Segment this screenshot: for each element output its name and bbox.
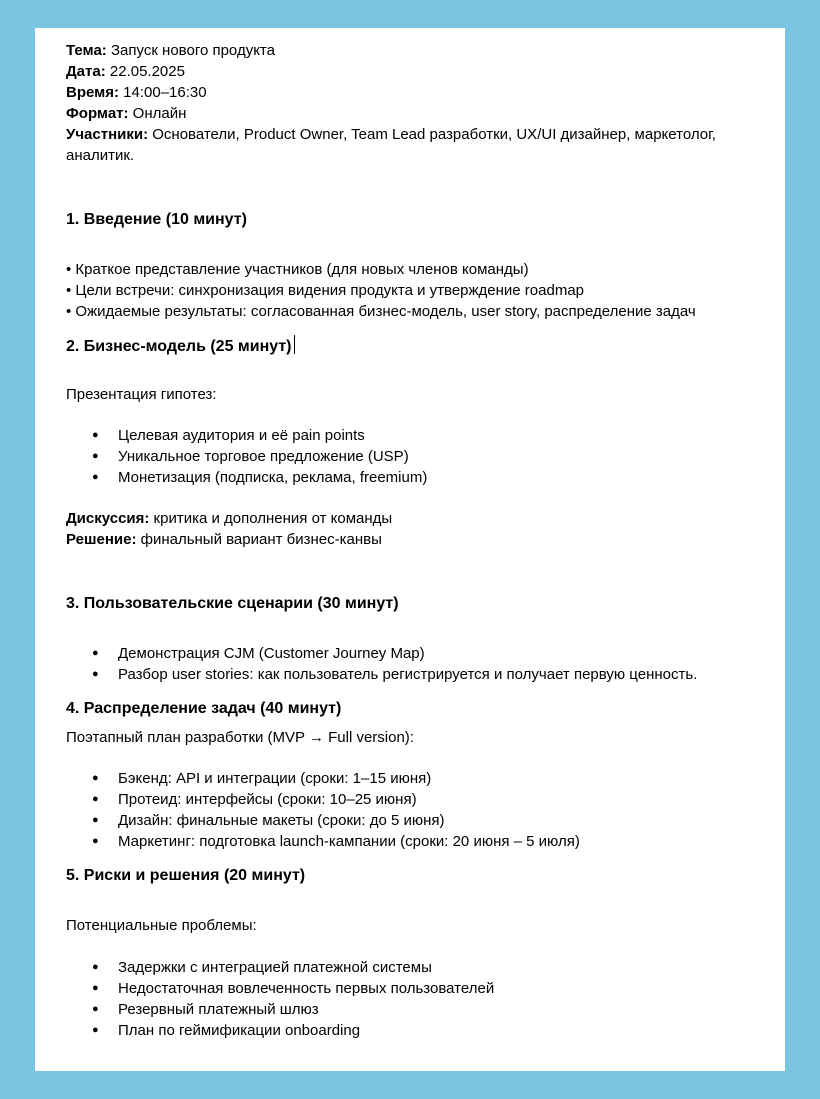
list-item: ● Недостаточная вовлеченность первых пользователей (66, 978, 771, 999)
date-label: Дата: (66, 63, 106, 80)
list-item: ● Монетизация (подписка, реклама, freemium) (66, 467, 771, 488)
section5-intro: Потенциальные проблемы: (66, 917, 257, 934)
text-cursor (294, 335, 296, 354)
time-value: 14:00–16:30 (118, 84, 207, 101)
section4-list (66, 768, 771, 852)
list-item: • Цели встречи: синхронизация видения продукта и утверждение roadmap (66, 282, 585, 299)
list-item: • Ожидаемые результаты: согласованная бизнес-модель, user story, распределение задач (66, 303, 696, 320)
section2-list (66, 425, 771, 488)
section5-heading: 5. Риски и решения (20 минут) (66, 867, 306, 884)
list-item: ● Дизайн: финальные макеты (сроки: до 5 июня) (66, 810, 771, 831)
section2-heading (66, 335, 771, 357)
discussion-label: Дискуссия: (66, 510, 150, 527)
section1-heading: 1. Введение (10 минут) (66, 211, 247, 228)
list-item: ● Демонстрация CJM (Customer Journey Map) (66, 643, 771, 664)
list-item: ● Задержки с интеграцией платежной системы (66, 957, 771, 978)
topic-label: Тема: (66, 42, 107, 59)
section2-intro: Презентация гипотез: (66, 386, 217, 403)
meta-time (66, 82, 771, 103)
decision-label: Решение: (66, 531, 137, 548)
participants-value: Основатели, Product Owner, Team Lead разработки, UX/UI дизайнер, маркетолог, аналитик. (66, 126, 716, 164)
meta-format (66, 103, 771, 124)
format-label: Формат: (66, 105, 129, 122)
meeting-meta (66, 40, 771, 166)
list-item: ● Маркетинг: подготовка launch-кампании (сроки: 20 июня – 5 июля) (66, 831, 771, 852)
section3-heading: 3. Пользовательские сценарии (30 минут) (66, 595, 399, 612)
section2-discussion (66, 508, 771, 529)
list-item: ● План по геймификации onboarding (66, 1020, 771, 1041)
decision-value: финальный вариант бизнес-канвы (136, 531, 382, 548)
section2-decision (66, 529, 771, 550)
section2-title: 2. Бизнес-модель (25 минут) (66, 338, 292, 355)
section1-list (66, 259, 771, 322)
section5-list (66, 957, 771, 1041)
discussion-value: критика и дополнения от команды (149, 510, 393, 527)
list-item: ● Разбор user stories: как пользователь регистрируется и получает первую ценность. (66, 664, 771, 685)
meta-participants (66, 124, 771, 166)
list-item: ● Уникальное торговое предложение (USP) (66, 446, 771, 467)
document-page[interactable] (35, 28, 785, 1071)
time-label: Время: (66, 84, 119, 101)
section4-intro: Поэтапный план разработки (MVP → Full version): (66, 729, 414, 746)
section3-list (66, 643, 771, 685)
meta-date (66, 61, 771, 82)
list-item: ● Бэкенд: API и интеграции (сроки: 1–15 июня) (66, 768, 771, 789)
list-item: ● Резервный платежный шлюз (66, 999, 771, 1020)
meta-topic (66, 40, 771, 61)
participants-label: Участники: (66, 126, 149, 143)
document-content[interactable] (66, 40, 771, 1041)
topic-value: Запуск нового продукта (106, 42, 275, 59)
list-item: ● Протеид: интерфейсы (сроки: 10–25 июня) (66, 789, 771, 810)
list-item: ● Целевая аудитория и её pain points (66, 425, 771, 446)
list-item: • Краткое представление участников (для новых членов команды) (66, 261, 529, 278)
section4-heading: 4. Распределение задач (40 минут) (66, 700, 342, 717)
date-value: 22.05.2025 (105, 63, 185, 80)
format-value: Онлайн (128, 105, 187, 122)
